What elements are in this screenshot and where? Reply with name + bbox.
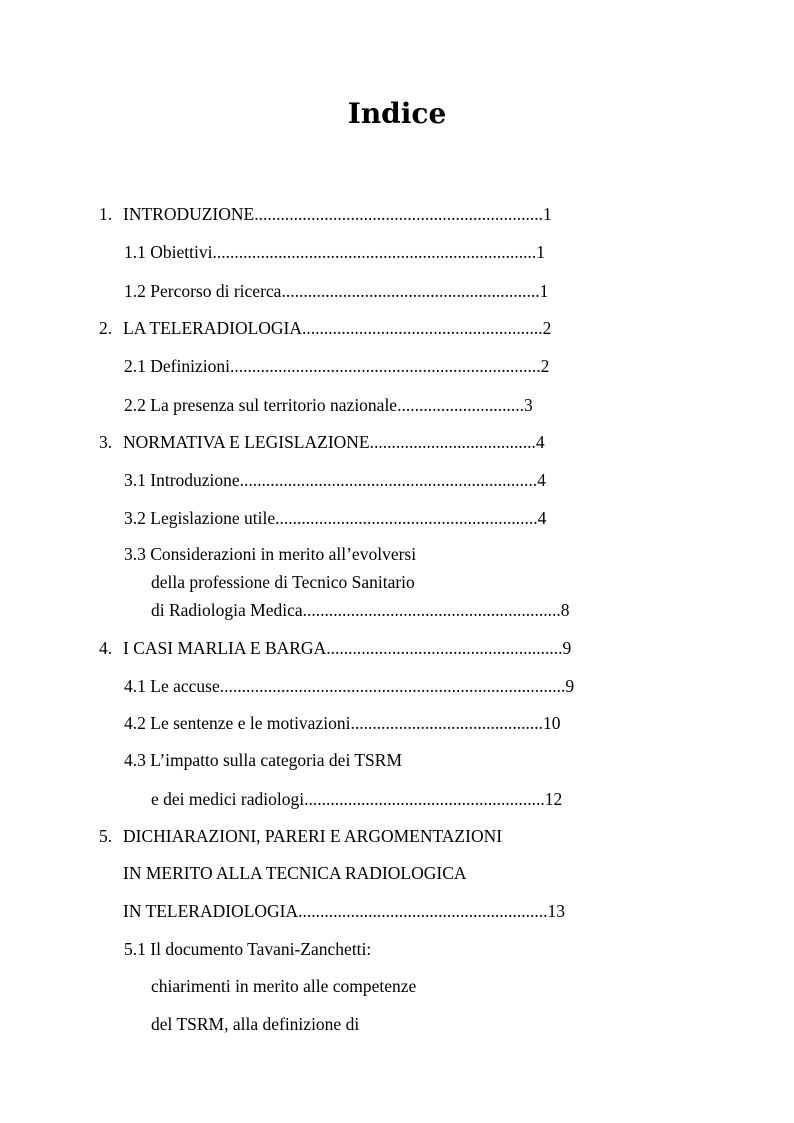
toc-page: 12 — [544, 789, 563, 809]
toc-entry-5-1-cont2 — [151, 1013, 359, 1035]
toc-leader: .................................................................. — [254, 204, 543, 224]
toc-entry-4-3[interactable] — [124, 749, 402, 771]
toc-leader: ............................................ — [350, 713, 543, 733]
toc-entry-5-cont — [123, 862, 467, 884]
toc-page: 4 — [537, 470, 546, 490]
toc-text-line2: chiarimenti in merito alle competenze — [151, 976, 417, 996]
toc-page: 10 — [542, 713, 561, 733]
toc-entry-2[interactable] — [99, 317, 551, 339]
toc-text-line3: IN TELERADIOLOGIA — [123, 901, 299, 921]
toc-number: 3. — [99, 432, 113, 452]
toc-entry-5-end — [123, 900, 565, 922]
toc-text: 2.1 Definizioni — [124, 356, 230, 376]
toc-text: 1.1 Obiettivi — [124, 242, 213, 262]
toc-page: 1 — [542, 204, 552, 224]
toc-text-line3: di Radiologia Medica — [151, 600, 303, 620]
toc-page: 8 — [560, 600, 570, 620]
toc-entry-4-3-end — [151, 788, 562, 810]
toc-leader: ........................................................... — [281, 281, 540, 301]
toc-text: 4.2 Le sentenze e le motivazioni — [124, 713, 351, 733]
toc-leader: ...................................... — [369, 432, 536, 452]
toc-entry-4-1[interactable] — [124, 675, 574, 697]
toc-leader: .......................................................................... — [212, 242, 537, 262]
toc-text-line2: IN MERITO ALLA TECNICA RADIOLOGICA — [123, 863, 467, 883]
toc-text-line1: 3.3 Considerazioni in merito all’evolversi — [124, 544, 417, 564]
page-title: Indice — [347, 97, 447, 130]
toc-number: 1. — [99, 204, 113, 224]
toc-text: 3.2 Legislazione utile — [124, 508, 276, 528]
toc-page: 4 — [535, 432, 545, 452]
toc-leader: .................................................................... — [239, 470, 538, 490]
toc-entry-2-1[interactable] — [124, 355, 549, 377]
toc-page: 1 — [539, 281, 549, 301]
toc-entry-1-1[interactable] — [124, 241, 545, 263]
toc-page: 2 — [542, 318, 552, 338]
toc-entry-3-1[interactable] — [124, 469, 546, 491]
toc-text: 1.2 Percorso di ricerca — [124, 281, 282, 301]
toc-leader: ...................................................... — [326, 638, 563, 658]
toc-text: 3.1 Introduzione — [124, 470, 240, 490]
toc-number: 4. — [99, 638, 113, 658]
toc-text-line2: della professione di Tecnico Sanitario — [151, 572, 415, 592]
toc-leader: ......................................................... — [298, 901, 548, 921]
toc-page: 13 — [547, 901, 566, 921]
toc-number: 2. — [99, 318, 113, 338]
toc-entry-2-2[interactable] — [124, 394, 533, 416]
toc-entry-3-3-cont — [151, 571, 415, 593]
toc-entry-3-3[interactable] — [124, 543, 416, 565]
toc-entry-3-3-end — [151, 599, 570, 621]
toc-page: 3 — [523, 395, 533, 415]
toc-entry-4-2[interactable] — [124, 712, 560, 734]
toc-text-line1: DICHIARAZIONI, PARERI E ARGOMENTAZIONI — [123, 826, 503, 846]
toc-leader: ............................. — [397, 395, 524, 415]
toc-leader: ....................................................... — [304, 789, 545, 809]
toc-text: 4.1 Le accuse — [124, 676, 220, 696]
toc-page: 4 — [537, 508, 547, 528]
toc-text: INTRODUZIONE — [123, 204, 255, 224]
toc-entry-5[interactable] — [99, 825, 502, 847]
toc-entry-3-2[interactable] — [124, 507, 546, 529]
toc-page: 9 — [565, 676, 575, 696]
toc-leader: ....................................................... — [302, 318, 543, 338]
toc-leader: ....................................................................... — [229, 356, 541, 376]
toc-entry-5-1[interactable] — [124, 938, 371, 960]
toc-entry-1[interactable] — [99, 203, 552, 225]
toc-text: LA TELERADIOLOGIA — [123, 318, 303, 338]
toc-page: 9 — [562, 638, 572, 658]
toc-entry-5-1-cont — [151, 975, 416, 997]
toc-text: NORMATIVA E LEGISLAZIONE — [123, 432, 370, 452]
toc-leader: ............................................................ — [275, 508, 538, 528]
toc-entry-1-2[interactable] — [124, 280, 548, 302]
toc-leader: ............................................................................... — [219, 676, 566, 696]
toc-text-line2: e dei medici radiologi — [151, 789, 305, 809]
toc-text: I CASI MARLIA E BARGA — [123, 638, 327, 658]
toc-number: 5. — [99, 826, 113, 846]
toc-leader: ........................................................... — [302, 600, 561, 620]
toc-text-line3: del TSRM, alla definizione di — [151, 1014, 360, 1034]
toc-text-line1: 5.1 Il documento Tavani-Zanchetti: — [124, 939, 372, 959]
toc-entry-3[interactable] — [99, 431, 545, 453]
toc-page: 1 — [536, 242, 545, 262]
toc-text: 2.2 La presenza sul territorio nazionale — [124, 395, 398, 415]
toc-page: 2 — [540, 356, 550, 376]
toc-text-line1: 4.3 L’impatto sulla categoria dei TSRM — [124, 750, 403, 770]
toc-entry-4[interactable] — [99, 637, 571, 659]
